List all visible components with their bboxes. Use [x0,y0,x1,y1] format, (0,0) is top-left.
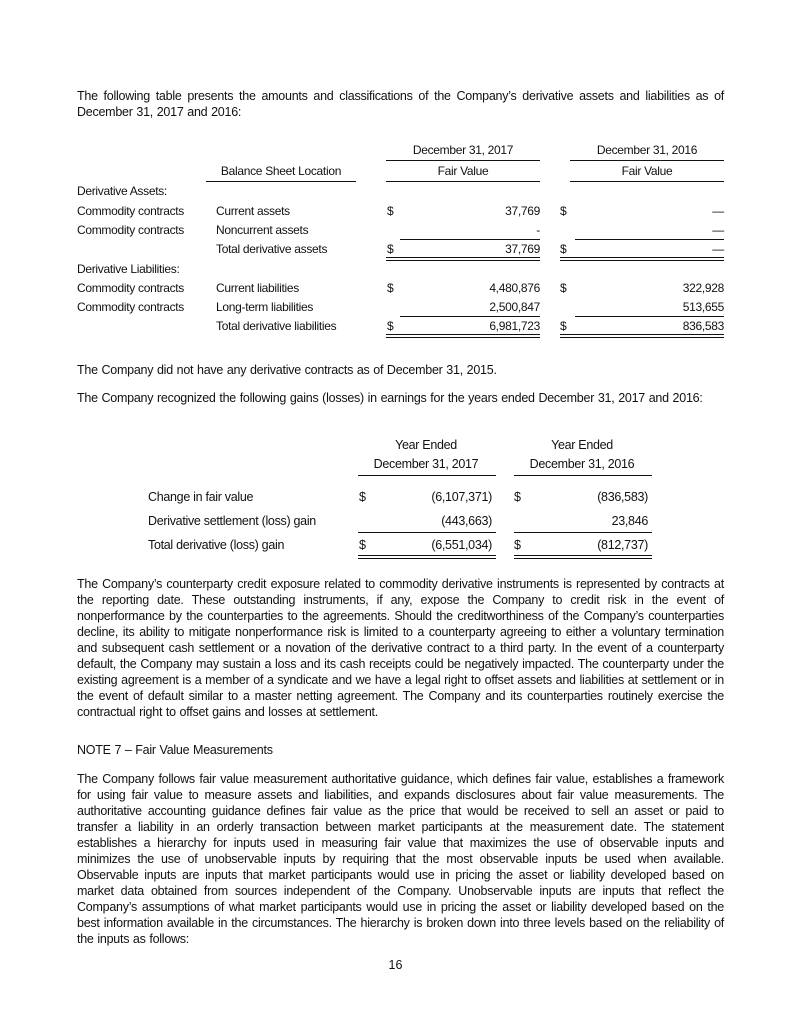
column-header-location: Balance Sheet Location [220,164,342,178]
gain-row-currency-2016: $ [514,490,521,504]
gain-row-value-2017: (6,107,371) [431,490,492,504]
header-year-ended-2017: Year Ended [395,438,457,452]
total-double-underline-2017 [386,334,540,335]
row-value-2016: — [712,242,724,256]
row-value-2016: 513,655 [682,300,724,314]
row-value-2016: 322,928 [682,281,724,295]
subtotal-underline-2017 [400,316,540,317]
row-value-2017: - [536,223,540,237]
gain-row-value-2016: (812,737) [597,538,648,552]
fair-value-paragraph: The Company follows fair value measurement authoritative guidance, which defines fair value, establishes a framework for using fair value to measure assets and liabilities, and expands disclosures about fair value measurements. The authoritative accounting guidance defines fair value as the price that would be received to sell an asset or paid to transfer a liability in an orderly transaction between market participants at the measurement date. The statement establishes a hierarchy for inputs used in measuring fair value that maximizes the use of observable inputs and minimizes the use of unobservable inputs by requiring that the most observable inputs be used when available. Observable inputs are inputs that market participants would use in pricing the asset or liability developed based on market data obtained from sources independent of the Company. Unobservable inputs are inputs that reflect the Company’s assumptions of what market participants would use in pricing the asset or liability developed based on the best information available in the circumstances. The hierarchy is broken down into three levels based on the reliability of the inputs as follows: [77,772,724,946]
row-currency-2017: $ [387,281,394,295]
header-year-ended-2016: Year Ended [551,438,613,452]
row-currency-2017: $ [387,242,394,256]
column-header-fair-value-2016: Fair Value [621,164,673,178]
row-value-2017: 4,480,876 [489,281,540,295]
subtotal-underline-2016 [575,239,724,240]
row-value-2016: — [712,204,724,218]
header-underline-2017 [386,181,540,182]
total-double-underline-2016 [560,257,724,258]
total-double-underline-2016 [514,558,652,559]
period-header-2017: December 31, 2017 [412,143,514,157]
total-double-underline-2016 [514,555,652,556]
row-currency-2017: $ [387,319,394,333]
intro-paragraph: The following table presents the amounts and classifications of the Company’s derivative assets and liabilities as of December 31, 2017 and 2016: [77,89,724,119]
total-double-underline-2016 [560,337,724,338]
total-double-underline-2016 [560,334,724,335]
section-header-liabilities: Derivative Liabilities: [77,262,180,276]
row-currency-2016: $ [560,204,567,218]
subtotal-underline-2016 [514,532,652,533]
subtotal-underline-2017 [400,239,540,240]
gain-row-label: Derivative settlement (loss) gain [148,514,316,528]
gain-row-label: Change in fair value [148,490,254,504]
gain-row-value-2017: (443,663) [441,514,492,528]
header-date-2017: December 31, 2017 [373,457,479,471]
gain-row-value-2016: (836,583) [597,490,648,504]
row-location: Total derivative assets [216,242,328,256]
counterparty-paragraph: The Company’s counterparty credit exposure related to commodity derivative instruments is represented by contracts at the reporting date. These outstanding instruments, if any, expose the Company to credit risk in the event of nonperformance by the counterparties to the agreements. Should the creditworthiness of the Company’s counterparties decline, its ability to mitigate nonperformance risk is limited to a counterparty agreeing to either a voluntary termination and subsequent cash settlement or a novation of the derivative contract to a third party. In the event of a counterparty default, the Company may sustain a loss and its cash receipts could be negatively impacted. The counterparty under the existing agreement is a member of a syndicate and we have a legal right to offset assets and liabilities at settlement or in the event of default similar to a master netting agreement. The Company and its counterparties routinely exercise the contractual right to offset gains and losses at settlement. [77,577,724,719]
row-value-2017: 6,981,723 [489,319,540,333]
row-type: Commodity contracts [77,281,184,295]
row-type: Commodity contracts [77,223,184,237]
no-contracts-paragraph: The Company did not have any derivative contracts as of December 31, 2015. [77,363,497,377]
subtotal-underline-2016 [575,316,724,317]
header-underline-2017 [358,475,496,476]
row-type: Commodity contracts [77,204,184,218]
row-type: Commodity contracts [77,300,184,314]
section-header-assets: Derivative Assets: [77,184,167,198]
row-location: Current assets [216,204,290,218]
row-value-2016: 836,583 [682,319,724,333]
header-underline-location [206,181,356,182]
column-header-fair-value-2017: Fair Value [437,164,489,178]
gain-row-label: Total derivative (loss) gain [148,538,285,552]
gain-row-currency-2016: $ [514,538,521,552]
row-value-2016: — [712,223,724,237]
row-currency-2016: $ [560,242,567,256]
row-currency-2016: $ [560,319,567,333]
row-location: Noncurrent assets [216,223,309,237]
row-location: Total derivative liabilities [216,319,337,333]
total-double-underline-2017 [386,337,540,338]
row-value-2017: 37,769 [505,242,540,256]
total-double-underline-2017 [358,555,496,556]
header-underline-2016 [570,181,724,182]
row-value-2017: 37,769 [505,204,540,218]
gain-row-currency-2017: $ [359,538,366,552]
row-currency-2017: $ [387,204,394,218]
gain-row-value-2016: 23,846 [611,514,648,528]
period-header-2016: December 31, 2016 [596,143,698,157]
total-double-underline-2017 [386,257,540,258]
gain-row-value-2017: (6,551,034) [431,538,492,552]
row-value-2017: 2,500,847 [489,300,540,314]
total-double-underline-2016 [560,260,724,261]
period-underline-2017 [386,160,540,161]
note-7-heading: NOTE 7 – Fair Value Measurements [77,743,273,757]
period-underline-2016 [570,160,724,161]
page-number: 16 [388,958,403,972]
row-location: Current liabilities [216,281,299,295]
total-double-underline-2017 [386,260,540,261]
row-currency-2016: $ [560,281,567,295]
header-date-2016: December 31, 2016 [529,457,635,471]
header-underline-2016 [514,475,652,476]
row-location: Long-term liabilities [216,300,314,314]
gains-intro-paragraph: The Company recognized the following gains (losses) in earnings for the years ended December 31, 2017 and 2016: [77,391,703,405]
subtotal-underline-2017 [358,532,496,533]
total-double-underline-2017 [358,558,496,559]
gain-row-currency-2017: $ [359,490,366,504]
